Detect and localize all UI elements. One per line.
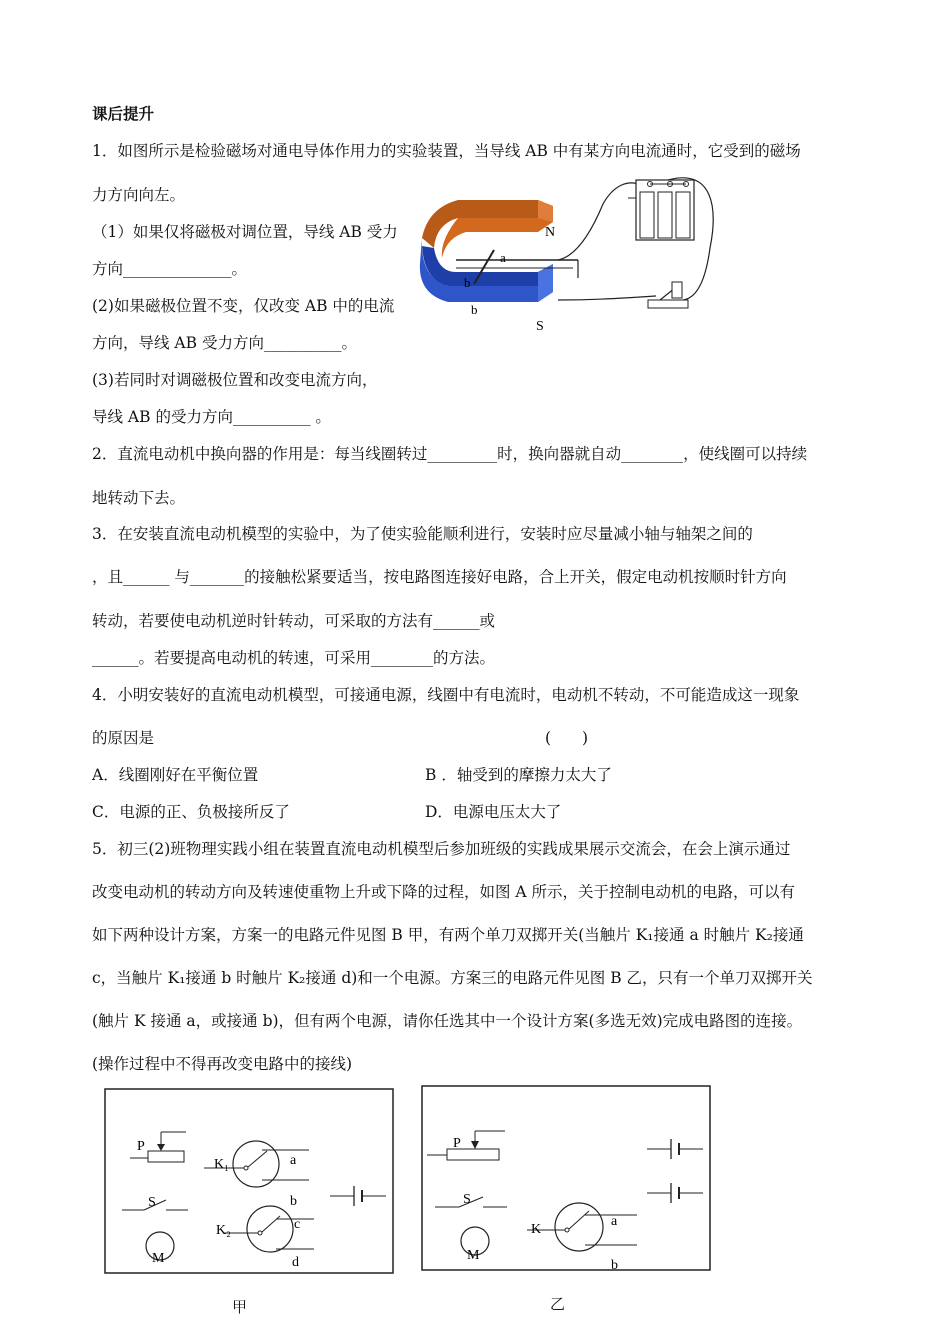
q4-option-b: B ．轴受到的摩擦力太大了 <box>425 766 612 784</box>
q5-line6: (操作过程中不得再改变电路中的接线) <box>92 1055 353 1073</box>
label-a: a <box>611 1214 618 1229</box>
q3-line1: 3．在安装直流电动机模型的实验中，为了使实验能顺利进行，安装时应尽量减小轴与轴架之间的 <box>92 525 753 543</box>
q3-line3: 转动，若要使电动机逆时针转动，可采取的方法有______或 <box>92 612 496 630</box>
q4-line1: 4．小明安装好的直流电动机模型，可接通电源，线圈中有电流时，电动机不转动，不可能造成这一现象 <box>92 686 800 704</box>
q1-part3-a: (3)若同时对调磁极位置和改变电流方向， <box>92 371 378 389</box>
label-M: M <box>152 1251 165 1266</box>
q3-line2: ，且______ 与_______的接触松紧要适当，按电路图连接好电路，合上开关，假定电动机按顺时针方向 <box>92 568 787 586</box>
label-c: c <box>294 1217 301 1232</box>
caption-yi: 乙 <box>550 1295 566 1313</box>
label-S: S <box>536 319 544 334</box>
u-magnet-icon <box>420 200 556 302</box>
label-P: P <box>137 1139 145 1154</box>
label-b: b <box>290 1194 297 1209</box>
q1-part2-a: (2)如果磁极位置不变，仅改变 AB 中的电流 <box>92 297 395 315</box>
q4-line2: 的原因是 <box>92 729 155 747</box>
q5-line2: 改变电动机的转动方向及转速使重物上升或下降的过程，如图 A 所示，关于控制电动机的电路，可以有 <box>92 883 796 901</box>
circuit-wire <box>558 183 643 260</box>
label-b-upper: b <box>464 275 471 290</box>
q4-option-d: D．电源电压太大了 <box>425 803 562 821</box>
q1-line1: 1．如图所示是检验磁场对通电导体作用力的实验装置，当导线 AB 中有某方向电流通时，它受到的磁场 <box>92 142 801 160</box>
battery-icon <box>628 180 694 240</box>
caption-jia: 甲 <box>232 1298 248 1316</box>
label-K2: K₂ <box>216 1223 231 1238</box>
label-K: K <box>531 1222 542 1237</box>
label-a: a <box>290 1153 297 1168</box>
q3-line4: ______。若要提高电动机的转速，可采用________的方法。 <box>92 649 496 667</box>
q5-line5: (触片 K 接通 a，或接通 b)，但有两个电源，请你任选其中一个设计方案(多选无效)完成电路图的连接。 <box>92 1012 803 1030</box>
switch-icon <box>648 282 688 308</box>
q2-line2: 地转动下去。 <box>92 489 186 507</box>
q5-line1: 5．初三(2)班物理实践小组在装置直流电动机模型后参加班级的实践成果展示交流会，在会上演示通过 <box>92 840 791 858</box>
q1-part1-b: 方向______________。 <box>92 260 248 278</box>
q5-line3: 如下两种设计方案，方案一的电路元件见图 B 甲，有两个单刀双掷开关(当触片 K₁接通 a 时触片 K₂接通 <box>92 926 804 944</box>
q1-part3-b: 导线 AB 的受力方向__________ 。 <box>92 408 331 426</box>
q1-line2: 力方向向左。 <box>92 186 186 204</box>
label-N: N <box>545 225 556 240</box>
circuit-figure-yi <box>421 1085 713 1275</box>
q1-part1-a: （1）如果仅将磁极对调位置，导线 AB 受力 <box>92 223 398 241</box>
section-title: 课后提升 <box>92 104 155 123</box>
label-d: d <box>292 1255 299 1270</box>
label-a: a <box>500 250 506 265</box>
label-P: P <box>453 1136 461 1151</box>
circuit-figure-jia <box>104 1088 396 1278</box>
label-S: S <box>148 1195 156 1210</box>
label-b: b <box>611 1258 618 1273</box>
label-b-lower: b <box>471 302 478 317</box>
label-S: S <box>463 1192 471 1207</box>
q4-option-a: A．线圈刚好在平衡位置 <box>92 766 259 784</box>
label-M: M <box>467 1248 480 1263</box>
q4-answer-paren: ( ) <box>545 729 589 747</box>
label-K1: K₁ <box>214 1157 229 1172</box>
magnet-apparatus-figure <box>418 168 718 338</box>
q2-line1: 2．直流电动机中换向器的作用是：每当线圈转过_________时，换向器就自动________，使线圈可以持续 <box>92 445 808 463</box>
circuit-wire <box>558 296 656 300</box>
q4-option-c: C．电源的正、负极接所反了 <box>92 803 290 821</box>
q5-line4: c，当触片 K₁接通 b 时触片 K₂接通 d)和一个电源。方案三的电路元件见图 B 乙，只有一个单刀双掷开关 <box>92 969 813 987</box>
q1-part2-b: 方向，导线 AB 受力方向__________。 <box>92 334 357 352</box>
